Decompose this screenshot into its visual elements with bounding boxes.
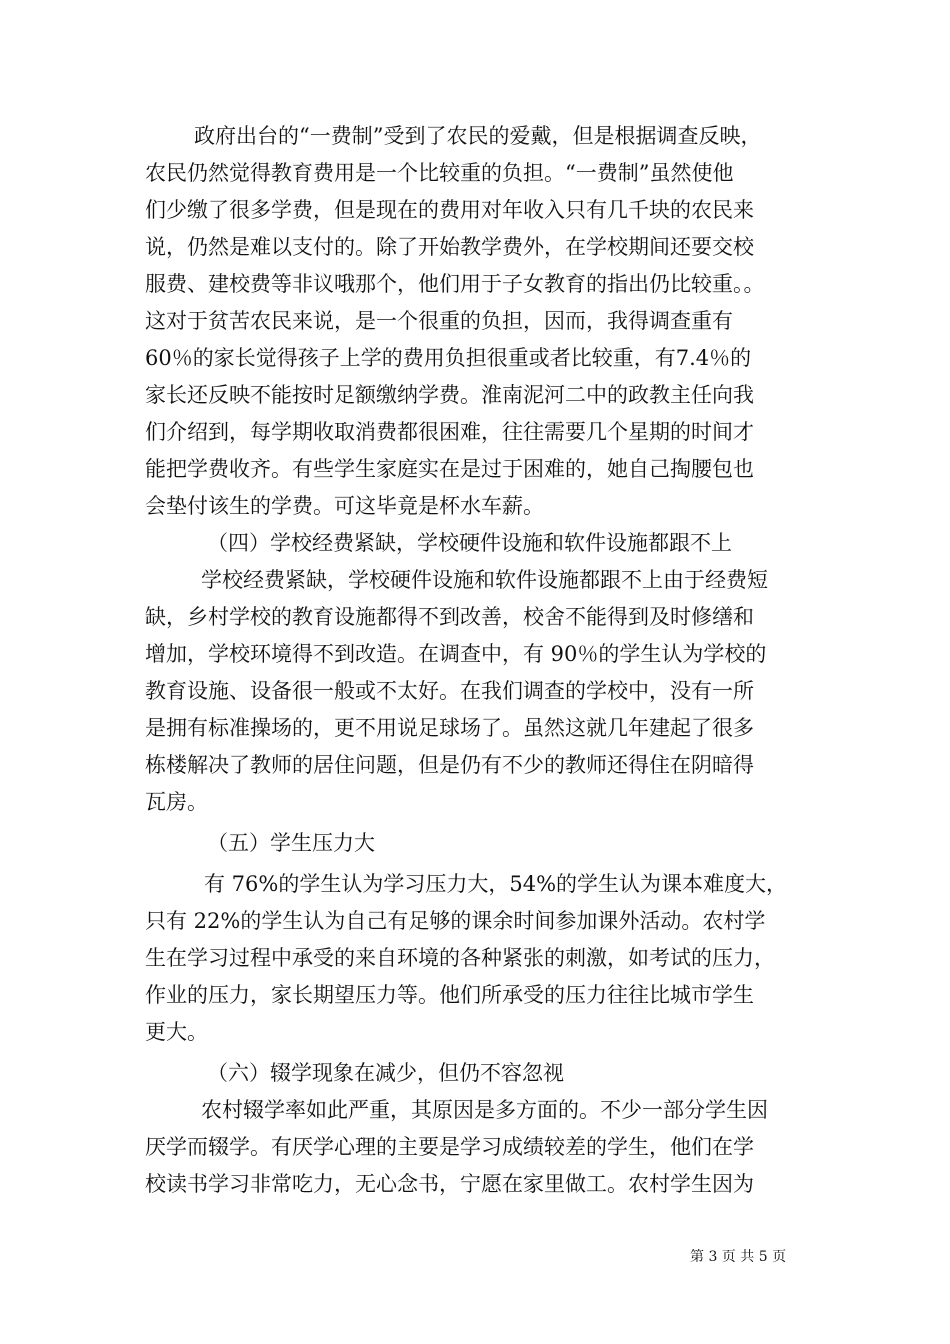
text-line: 这对于贫苦农民来说，是一个很重的负担，因而，我得调查重有: [145, 309, 733, 333]
paragraph-dropout: [145, 1092, 810, 1203]
paragraph-student-pressure: [145, 866, 810, 1051]
text-line: 校读书学习非常吃力，无心念书，宁愿在家里做工。农村学生因为: [145, 1172, 754, 1196]
text-line: 说，仍然是难以支付的。除了开始教学费外，在学校期间还要交校: [145, 235, 754, 259]
paragraph-school-funding: [145, 562, 810, 821]
text-line: 政府出台的“一费制”受到了农民的爱戴，但是根据调查反映，: [194, 124, 762, 148]
text-line: 60％的家长觉得孩子上学的费用负担很重或者比较重，有7.4％的: [145, 346, 752, 370]
text-line: 教育设施、设备很一般或不太好。在我们调查的学校中，没有一所: [145, 679, 754, 703]
text-line: 增加，学校环境得不到改造。在调查中，有 90％的学生认为学校的: [145, 642, 767, 666]
text-line: 会垫付该生的学费。可这毕竟是杯水车薪。: [145, 494, 544, 518]
text-line: 生在学习过程中承受的来自环境的各种紧张的刺激，如考试的压力，: [145, 946, 775, 970]
text-line: 更大。: [145, 1020, 208, 1044]
text-line: 们少缴了很多学费，但是现在的费用对年收入只有几千块的农民来: [145, 198, 754, 222]
section-heading-six: （六）辍学现象在减少，但仍不容忽视: [207, 1061, 564, 1085]
text-line: 只有 22%的学生认为自己有足够的课余时间参加课外活动。农村学: [145, 909, 766, 933]
text-line: 农民仍然觉得教育费用是一个比较重的负担。“一费制”虽然使他: [145, 161, 734, 185]
text-line: 是拥有标准操场的，更不用说足球场了。虽然这就几年建起了很多: [145, 716, 754, 740]
page-number-footer: 第 3 页 共 5 页: [690, 1249, 787, 1265]
text-line: 瓦房。: [145, 790, 208, 814]
text-line: 有 76%的学生认为学习压力大，54%的学生认为课本难度大，: [204, 872, 788, 896]
paragraph-fee-burden: [145, 118, 810, 525]
text-line: 作业的压力，家长期望压力等。他们所承受的压力往往比城市学生: [145, 983, 754, 1007]
section-heading-five: （五）学生压力大: [207, 831, 375, 855]
text-line: 家长还反映不能按时足额缴纳学费。淮南泥河二中的政教主任向我: [145, 383, 754, 407]
text-line: 服费、建校费等非议哦那个，他们用于子女教育的指出仍比较重。。: [145, 272, 765, 296]
text-line: 农村辍学率如此严重，其原因是多方面的。不少一部分学生因: [201, 1098, 768, 1122]
text-line: 能把学费收齐。有些学生家庭实在是过于困难的，她自己掏腰包也: [145, 457, 754, 481]
text-line: 学校经费紧缺，学校硬件设施和软件设施都跟不上由于经费短: [201, 568, 768, 592]
text-line: 们介绍到，每学期收取消费都很困难，往往需要几个星期的时间才: [145, 420, 754, 444]
section-heading-four: （四）学校经费紧缺，学校硬件设施和软件设施都跟不上: [207, 531, 732, 555]
text-line: 缺，乡村学校的教育设施都得不到改善，校舍不能得到及时修缮和: [145, 605, 754, 629]
document-body: [145, 118, 810, 1203]
text-line: 厌学而辍学。有厌学心理的主要是学习成绩较差的学生，他们在学: [145, 1135, 754, 1159]
text-line: 栋楼解决了教师的居住问题，但是仍有不少的教师还得住在阴暗得: [145, 753, 754, 777]
